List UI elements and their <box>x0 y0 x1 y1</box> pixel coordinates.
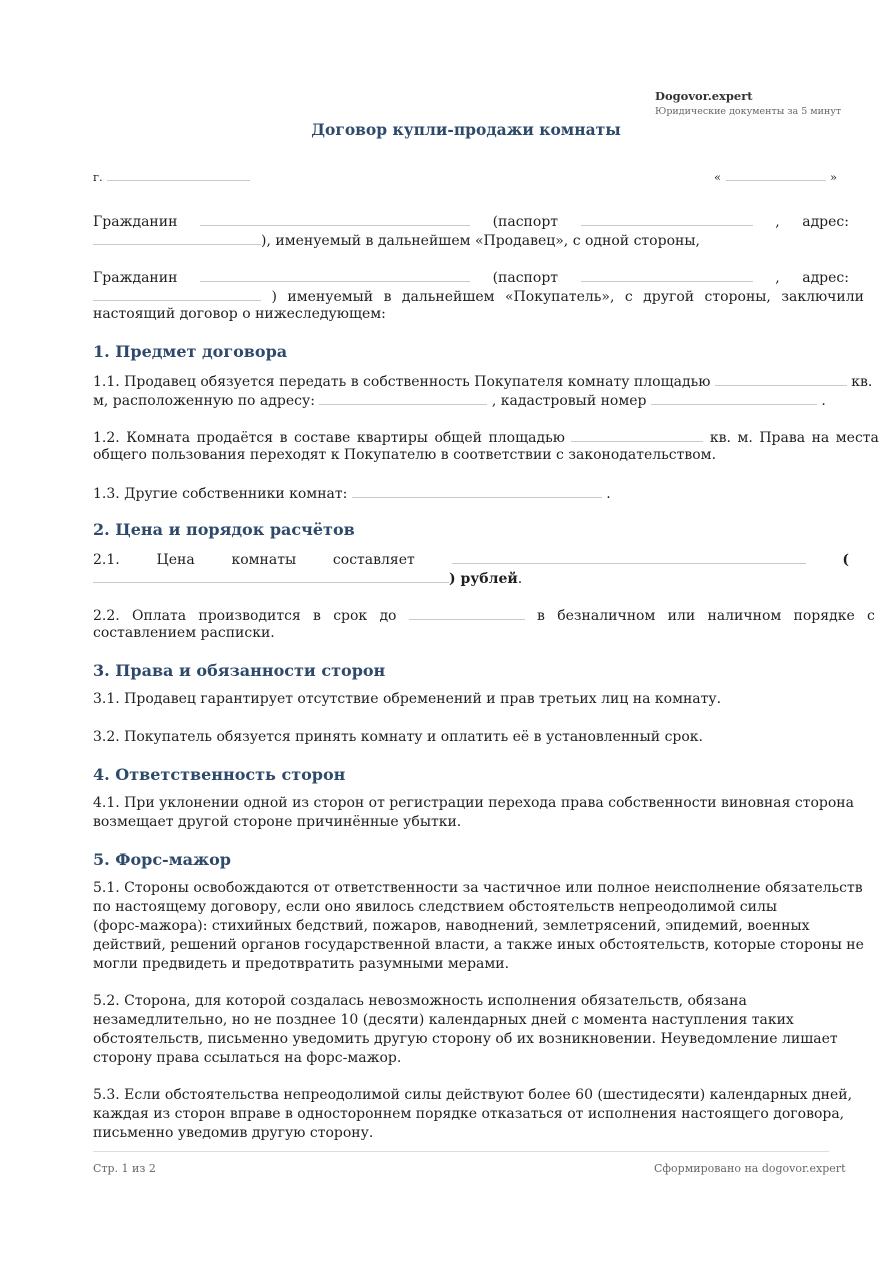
seller-passport-blank[interactable] <box>581 211 753 226</box>
buyer-word: Гражданин <box>93 270 178 286</box>
document-title: Договор купли-продажи комнаты <box>311 120 621 139</box>
clause-2-1-line-2 <box>93 568 522 589</box>
clause-5-2-line: сторону права ссылаться на форс-мажор. <box>93 1050 402 1066</box>
seller-line-2 <box>93 230 700 251</box>
clause-5-1-line: 5.1. Стороны освобождаются от ответственности за частичное или полное неисполнение обязательств <box>93 880 863 896</box>
clause-5-2-line: 5.2. Сторона, для которой создалась невозможность исполнения обязательств, обязана <box>93 993 747 1009</box>
seller-address-label: адрес: <box>802 214 849 230</box>
buyer-word: «Покупатель», <box>504 289 615 305</box>
clause-word: порядке <box>793 608 855 624</box>
clause-5-1-line: (форс-мажора): стихийных бедствий, пожаров, наводнений, землетрясений, эпидемий, военных <box>93 918 810 934</box>
buyer-passport-label: (паспорт <box>492 270 559 286</box>
clause-3-2: 3.2. Покупатель обязуется принять комнату и оплатить её в установленный срок. <box>93 729 703 745</box>
clause-word: 1.2. <box>93 430 120 446</box>
clause-text: 1.3. Другие собственники комнат: <box>93 486 348 502</box>
price-numeric-blank[interactable] <box>452 549 806 564</box>
page-number: Стр. 1 из 2 <box>93 1162 156 1175</box>
brand-block <box>655 89 841 117</box>
cadastral-number-blank[interactable] <box>651 390 817 405</box>
buyer-word: с <box>624 289 633 305</box>
clause-word: места <box>835 430 879 446</box>
clause-word: ( <box>842 552 849 568</box>
clause-text: . <box>606 486 611 502</box>
seller-name-blank[interactable] <box>200 211 470 226</box>
seller-comma: , <box>775 214 780 230</box>
clause-4-1-line-2: возмещает другой стороне причинённые убытки. <box>93 814 462 830</box>
clause-text: м, расположенную по адресу: <box>93 393 315 409</box>
section-4-heading: 4. Ответственность сторон <box>93 765 346 784</box>
buyer-word: другой <box>643 289 695 305</box>
clause-word: Права <box>759 430 806 446</box>
clause-word: с <box>867 608 875 624</box>
payment-deadline-blank[interactable] <box>409 605 525 620</box>
clause-text: 1.1. Продавец обязуется передать в собственность Покупателя комнату площадью <box>93 374 711 390</box>
section-3-heading: 3. Права и обязанности сторон <box>93 661 386 680</box>
room-address-blank[interactable] <box>319 390 487 405</box>
clause-text: . <box>821 393 826 409</box>
buyer-word: ) <box>271 289 277 305</box>
clause-5-3-line: письменно уведомив другую сторону. <box>93 1125 374 1141</box>
generated-by: Сформировано на dogovor.expert <box>654 1162 846 1175</box>
clause-word: м. <box>737 430 753 446</box>
clause-1-2-line-2: общего пользования переходят к Покупателю в соответствии с законодательством. <box>93 447 717 463</box>
clause-word: Комната <box>126 430 191 446</box>
footer-divider <box>93 1151 829 1152</box>
clause-word: кв. <box>709 430 731 446</box>
clause-word: квартиры <box>356 430 428 446</box>
clause-2-1-line-1 <box>93 549 849 570</box>
buyer-line-3: настоящий договор о нижеследующем: <box>93 306 386 322</box>
clause-word: Оплата <box>131 608 187 624</box>
brand-name: Dogovor.expert <box>655 89 753 103</box>
buyer-name-blank[interactable] <box>200 267 470 282</box>
clause-word: или <box>667 608 696 624</box>
clause-3-1: 3.1. Продавец гарантирует отсутствие обременений и прав третьих лиц на комнату. <box>93 691 722 707</box>
apartment-area-blank[interactable] <box>571 427 703 442</box>
seller-address-blank[interactable] <box>93 230 261 245</box>
clause-word: в <box>279 430 288 446</box>
clause-word: продаётся <box>196 430 274 446</box>
clause-word: комнаты <box>231 552 297 568</box>
other-owners-blank[interactable] <box>352 483 602 498</box>
city-blank[interactable] <box>107 166 250 181</box>
buyer-address-blank[interactable] <box>93 286 261 301</box>
date-blank[interactable] <box>726 166 826 181</box>
date-close-quote: » <box>829 170 837 184</box>
clause-1-2-line-1 <box>93 427 879 448</box>
buyer-word: именуемый <box>287 289 374 305</box>
brand-tagline: Юридические документы за 5 минут <box>655 106 842 117</box>
buyer-word: в <box>383 289 392 305</box>
clause-word: площадью <box>488 430 565 446</box>
buyer-line-2 <box>93 286 864 307</box>
buyer-address-label: адрес: <box>802 270 849 286</box>
clause-4-1-line-1: 4.1. При уклонении одной из сторон от регистрации перехода права собственности виновная сторона <box>93 795 854 811</box>
city-prefix: г. <box>93 170 103 184</box>
clause-2-2-line-1 <box>93 605 875 626</box>
buyer-line-1 <box>93 267 849 288</box>
clause-word: производится <box>198 608 301 624</box>
clause-text: . <box>517 571 523 587</box>
clause-text: ) рублей <box>449 571 518 587</box>
seller-tail: ), именуемый в дальнейшем «Продавец», с одной стороны, <box>261 233 700 249</box>
buyer-word: стороны, <box>704 289 771 305</box>
clause-word: составе <box>293 430 351 446</box>
clause-word: 2.2. <box>93 608 120 624</box>
date-field <box>714 166 837 187</box>
seller-word: Гражданин <box>93 214 178 230</box>
date-open-quote: « <box>714 170 722 184</box>
clause-5-1-line: действий, решений органов государственной власти, а также иных обстоятельств, которые стороны не <box>93 937 864 953</box>
clause-word: 2.1. <box>93 552 120 568</box>
buyer-word: дальнейшем <box>401 289 495 305</box>
clause-5-3-line: 5.3. Если обстоятельства непреодолимой силы действуют более 60 (шестидесяти) календарных дней, <box>93 1087 853 1103</box>
clause-word: общей <box>434 430 482 446</box>
clause-text: кв. <box>851 374 873 390</box>
clause-word: наличном <box>707 608 782 624</box>
clause-word: в <box>313 608 321 624</box>
clause-word: срок <box>333 608 368 624</box>
clause-5-1-line: по настоящему договору, если оно явилось следствием обстоятельств непреодолимой силы <box>93 899 777 915</box>
clause-2-2-line-2: составлением расписки. <box>93 625 275 641</box>
clause-1-1-line-2 <box>93 390 826 411</box>
section-1-heading: 1. Предмет договора <box>93 342 288 361</box>
clause-5-2-line: незамедлительно, но не позднее 10 (десяти) календарных дней с момента наступления таких <box>93 1012 794 1028</box>
seller-line-1 <box>93 211 849 232</box>
buyer-word: заключили <box>781 289 864 305</box>
clause-1-1-line-1 <box>93 371 872 392</box>
clause-word: составляет <box>332 552 415 568</box>
section-5-heading: 5. Форс-мажор <box>93 850 231 869</box>
seller-passport-label: (паспорт <box>492 214 559 230</box>
clause-5-3-line: каждая из сторон вправе в одностороннем порядке отказаться от исполнения настоящего договора, <box>93 1106 845 1122</box>
room-area-blank[interactable] <box>715 371 847 386</box>
section-2-heading: 2. Цена и порядок расчётов <box>93 520 355 539</box>
buyer-comma: , <box>775 270 780 286</box>
clause-text: , кадастровый номер <box>491 393 647 409</box>
clause-word: до <box>379 608 397 624</box>
clause-word: на <box>811 430 830 446</box>
clause-1-3 <box>93 483 611 504</box>
clause-5-2-line: обстоятельств, письменно уведомить другую сторону об их возникновении. Неуведомление лишает <box>93 1031 838 1047</box>
price-words-blank[interactable] <box>93 568 449 583</box>
clause-word: безналичном <box>557 608 656 624</box>
city-date-line <box>93 166 250 187</box>
buyer-passport-blank[interactable] <box>581 267 753 282</box>
clause-5-1-line: могли предвидеть и предотвратить разумными мерами. <box>93 956 510 972</box>
clause-word: Цена <box>156 552 195 568</box>
clause-word: в <box>537 608 545 624</box>
